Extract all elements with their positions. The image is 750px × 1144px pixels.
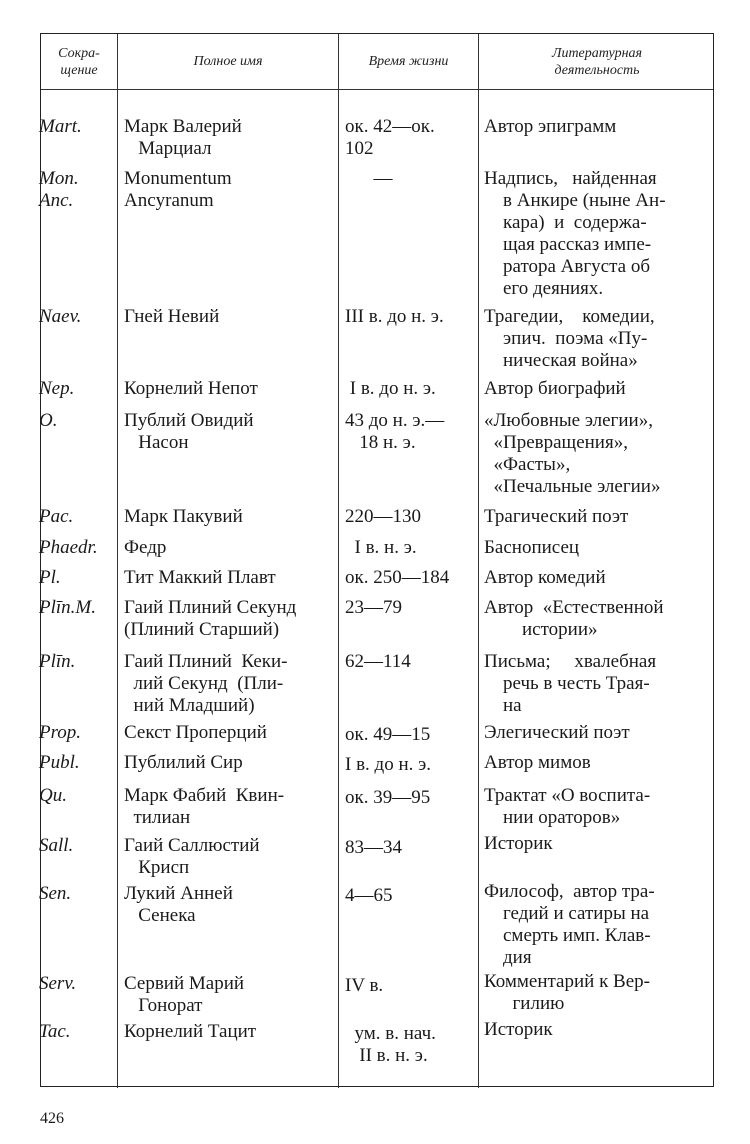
row-qu-abbr: Qu. xyxy=(39,785,67,806)
row-serv-life: IV в. xyxy=(345,975,384,996)
row-phaedr-activity: Баснописец xyxy=(484,537,580,558)
row-tac-life: ум. в. нач. II в. н. э. xyxy=(354,1023,436,1066)
row-tac-name: Корнелий Тацит xyxy=(124,1021,257,1042)
row-prop-life: ок. 49—15 xyxy=(345,724,431,745)
row-plin-life: 62—114 xyxy=(345,651,411,672)
row-phaedr-abbr: Phaedr. xyxy=(39,537,98,558)
row-mart-abbr: Mart. xyxy=(39,116,82,137)
row-sen-abbr: Sen. xyxy=(39,883,72,904)
row-tac-activity: Историк xyxy=(484,1019,553,1040)
row-ovid-activity: «Любовные элегии», «Превращения», «Фасты», «Печальные элегии» xyxy=(484,410,661,497)
row-pl-life: ок. 250—184 xyxy=(345,567,450,588)
row-plin-activity: Письма; хвалебная речь в честь Трая- на xyxy=(484,651,657,716)
row-sen-name: Лукий Анней Сенека xyxy=(124,883,233,926)
row-monanc-name: Monumentum Ancyranum xyxy=(124,168,232,211)
row-naev-abbr: Naev. xyxy=(39,306,82,327)
row-qu-life: ок. 39—95 xyxy=(345,787,431,808)
row-mart-name: Марк Валерий Марциал xyxy=(124,116,242,159)
row-naev-name: Гней Невий xyxy=(124,306,220,327)
row-monanc-life: — xyxy=(345,168,393,189)
row-ovid-life: 43 до н. э.— 18 н. э. xyxy=(345,410,445,453)
row-plinm-life: 23—79 xyxy=(345,597,402,618)
row-sall-activity: Историк xyxy=(484,833,553,854)
row-plinm-activity: Автор «Естественной истории» xyxy=(484,597,664,640)
row-monanc-abbr: Mon. Anc. xyxy=(39,168,79,211)
row-naev-life: III в. до н. э. xyxy=(345,306,444,327)
row-ovid-abbr: O. xyxy=(39,410,58,431)
row-sen-life: 4—65 xyxy=(345,885,393,906)
row-mart-life: ок. 42—ок. 102 xyxy=(345,116,435,159)
row-serv-activity: Комментарий к Вер- гилию xyxy=(484,971,650,1014)
header-life: Время жизни xyxy=(368,54,449,69)
row-pl-activity: Автор комедий xyxy=(484,567,606,588)
row-ovid-name: Публий Овидий Насон xyxy=(124,410,254,453)
row-pac-name: Марк Пакувий xyxy=(124,506,243,527)
row-sen-activity: Философ, автор тра- гедий и сатиры на смерть имп. Клав- дия xyxy=(484,881,655,968)
column-divider-1 xyxy=(117,34,118,1088)
row-naev-activity: Трагедии, комедии, эпич. поэма «Пу- ническая война» xyxy=(484,306,655,371)
row-monanc-activity: Надпись, найденная в Анкире (ныне Ан- кара) и содержа- щая рассказ импе- ратора Августа об его деяниях. xyxy=(484,168,666,299)
row-sall-life: 83—34 xyxy=(345,837,402,858)
row-publ-abbr: Publ. xyxy=(39,752,80,773)
header-name: Полное имя xyxy=(193,54,263,69)
row-nep-name: Корнелий Непот xyxy=(124,378,258,399)
row-publ-name: Публилий Сир xyxy=(124,752,243,773)
header-divider xyxy=(41,89,713,90)
column-divider-2 xyxy=(338,34,339,1088)
row-pl-abbr: Pl. xyxy=(39,567,61,588)
row-plinm-abbr: Plīn.M. xyxy=(39,597,96,618)
row-pl-name: Тит Маккий Плавт xyxy=(124,567,276,588)
row-pac-activity: Трагический поэт xyxy=(484,506,629,527)
page-number: 426 xyxy=(40,1110,64,1127)
row-plin-abbr: Plīn. xyxy=(39,651,76,672)
row-pac-life: 220—130 xyxy=(345,506,421,527)
row-phaedr-life: I в. н. э. xyxy=(345,537,417,558)
row-mart-activity: Автор эпиграмм xyxy=(484,116,617,137)
row-plin-name: Гаий Плиний Кеки- лий Секунд (Пли- ний Младший) xyxy=(124,651,288,716)
row-plinm-name: Гаий Плиний Секунд (Плиний Старший) xyxy=(124,597,297,640)
row-prop-abbr: Prop. xyxy=(39,722,82,743)
row-nep-life: I в. до н. э. xyxy=(345,378,436,399)
row-sall-name: Гаий Саллюстий Крисп xyxy=(124,835,260,878)
row-prop-activity: Элегический поэт xyxy=(484,722,630,743)
row-phaedr-name: Федр xyxy=(124,537,167,558)
row-serv-name: Сервий Марий Гонорат xyxy=(124,973,245,1016)
column-divider-3 xyxy=(478,34,479,1088)
row-publ-life: I в. до н. э. xyxy=(345,754,432,775)
row-nep-activity: Автор биографий xyxy=(484,378,626,399)
header-abbr: Сокра- щение xyxy=(58,45,100,78)
row-pac-abbr: Pac. xyxy=(39,506,74,527)
row-qu-activity: Трактат «О воспита- нии ораторов» xyxy=(484,785,651,828)
row-sall-abbr: Sall. xyxy=(39,835,74,856)
row-tac-abbr: Tac. xyxy=(39,1021,71,1042)
row-prop-name: Секст Проперций xyxy=(124,722,267,743)
row-nep-abbr: Nep. xyxy=(39,378,75,399)
header-activity: Литературная деятельность xyxy=(551,45,643,78)
row-serv-abbr: Serv. xyxy=(39,973,77,994)
row-publ-activity: Автор мимов xyxy=(484,752,591,773)
row-qu-name: Марк Фабий Квин- тилиан xyxy=(124,785,285,828)
